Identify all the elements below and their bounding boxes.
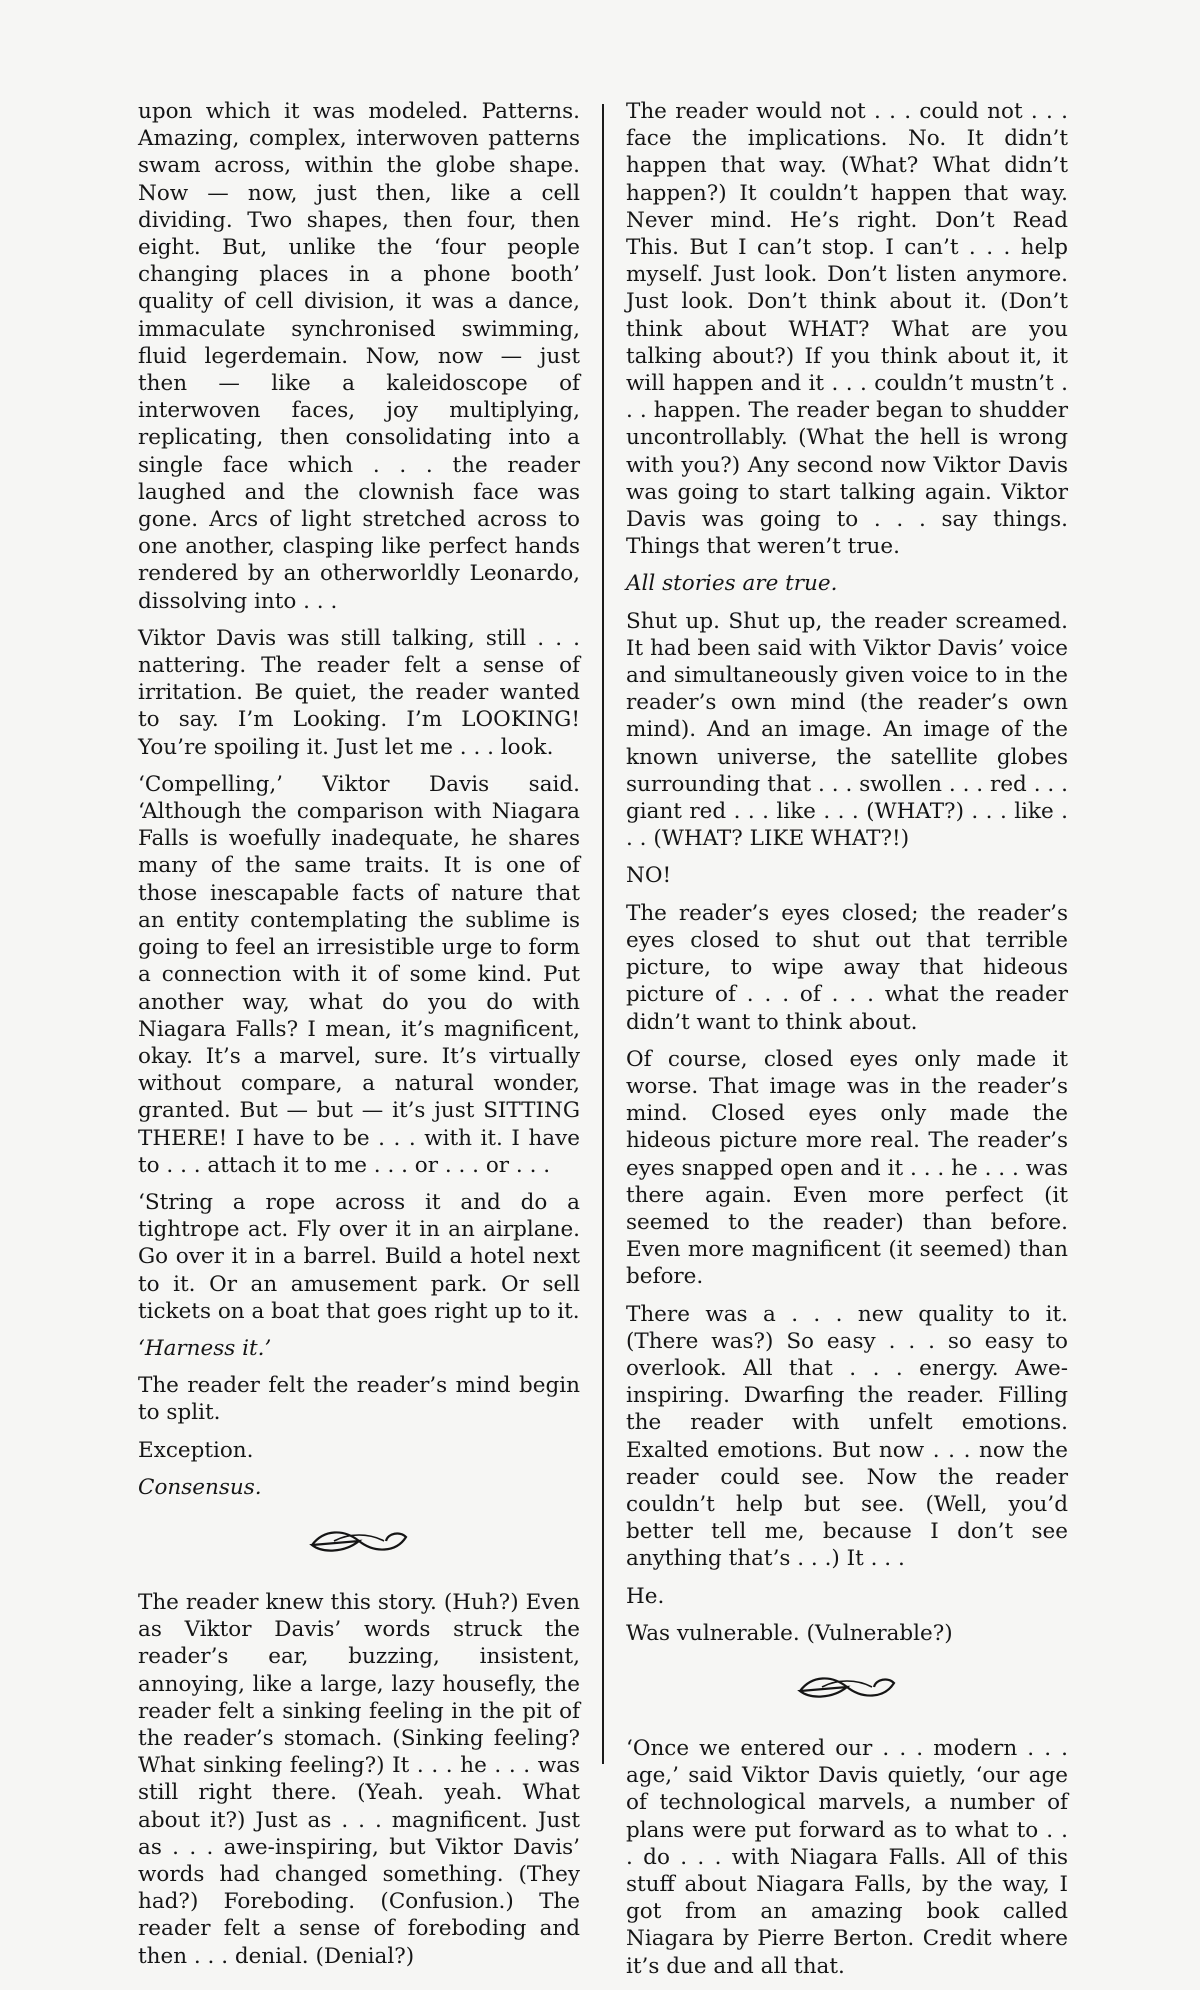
right-column bbox=[626, 98, 1068, 1990]
paragraph: The reader would not . . . could not . . . face the implications. No. It didn’t happen that way. (What? What didn’t happen?) It couldn’t happen that way. Never mind. He’s right. Don’t Read This. But I can’t stop. I can’t . . . help myself. Just look. Don’t listen anymore. Just look. Don’t think about it. (Don’t think about WHAT? What are you talking about?) If you think about it, it will happen and it . . . couldn’t mustn’t . . . happen. The reader began to shudder uncontrollably. (What the hell is wrong with you?) Any second now Viktor Davis was going to start talking again. Viktor Davis was going to . . . say things. Things that weren’t true. bbox=[626, 99, 1068, 560]
paragraph: Shut up. Shut up, the reader screamed. It had been said with Viktor Davis’ voice and simultaneously given voice to in the reader’s own mind (the reader’s own mind). And an image. An image of the known universe, the satellite globes surrounding that . . . swollen . . . red . . . giant red . . . like . . . (WHAT?) . . . like . . . (WHAT? LIKE WHAT?!) bbox=[626, 608, 1068, 852]
left-column bbox=[138, 98, 580, 1980]
paragraph: NO! bbox=[626, 863, 672, 889]
paragraph: Viktor Davis was still talking, still . . . nattering. The reader felt a sense of irritation. Be quiet, the reader wanted to say. I’m Looking. I’m LOOKING! You’re spoiling it. Just let me . . . look. bbox=[138, 625, 580, 760]
paragraph: ‘Compelling,’ Viktor Davis said. ‘Although the comparison with Niagara Falls is woefully inadequate, he shares many of the same traits. It is one of those inescapable facts of nature that an entity contemplating the sublime is going to feel an irresistible urge to form a connection with it of some kind. Put another way, what do you do with Niagara Falls? I mean, it’s magnificent, okay. It’s a marvel, sure. It’s virtually without compare, a natural wonder, granted. But — but — it’s just SITTING THERE! I have to be . . . with it. I have to . . . attach it to me . . . or . . . or . . . bbox=[138, 771, 580, 1178]
column-divider bbox=[602, 104, 604, 1764]
paragraph: The reader felt the reader’s mind begin to split. bbox=[138, 1373, 580, 1426]
paragraph: ‘Harness it.’ bbox=[138, 1335, 272, 1361]
paragraph: Of course, closed eyes only made it worse. That image was in the reader’s mind. Closed eyes only made the hideous picture more real. The reader’s eyes snapped open and it . . . he . . . was there again. Even more perfect (it seemed to the reader) than before. Even more magnificent (it seemed) than before. bbox=[626, 1046, 1068, 1290]
scroll-ornament-icon bbox=[138, 1523, 580, 1563]
paragraph: There was a . . . new quality to it. (There was?) So easy . . . so easy to overlook. All that . . . energy. Awe-inspiring. Dwarfing the reader. Filling the reader with unfelt emotions. Exalted emotions. But now . . . now the reader could see. Now the reader couldn’t help but see. (Well, you’d better tell me, because I don’t see anything that’s . . .) It . . . bbox=[626, 1301, 1068, 1572]
paragraph: The reader’s eyes closed; the reader’s eyes closed to shut out that terrible picture, to wipe away that hideous picture of . . . of . . . what the reader didn’t want to think about. bbox=[626, 900, 1068, 1035]
paragraph: All stories are true. bbox=[626, 571, 838, 597]
paragraph: Exception. bbox=[138, 1437, 254, 1463]
paragraph: upon which it was modeled. Patterns. Amazing, complex, interwoven patterns swam across, within the globe shape. Now — now, just then, like a cell dividing. Two shapes, then four, then eight. But, unlike the ‘four people changing places in a phone booth’ quality of cell division, it was a dance, immaculate synchronised swimming, fluid legerdemain. Now, now — just then — like a kaleidoscope of interwoven faces, joy multiplying, replicating, then consolidating into a single face which . . . the reader laughed and the clownish face was gone. Arcs of light stretched across to one another, clasping like perfect hands rendered by an otherworldly Leonardo, dissolving into . . . bbox=[138, 99, 580, 614]
scroll-ornament-icon bbox=[626, 1669, 1068, 1709]
paragraph: ‘Once we entered our . . . modern . . . age,’ said Viktor Davis quietly, ‘our age of technological marvels, a number of plans were put forward as to what to . . . do . . . with Niagara Falls. All of this stuff about Niagara Falls, by the way, I got from an amazing book called Niagara by Pierre Berton. Credit where it’s due and all that. bbox=[626, 1735, 1068, 1979]
paragraph: Was vulnerable. (Vulnerable?) bbox=[626, 1620, 953, 1646]
paragraph: ‘String a rope across it and do a tightrope act. Fly over it in an airplane. Go over it in a barrel. Build a hotel next to it. Or an amusement park. Or sell tickets on a boat that goes right up to it. bbox=[138, 1189, 580, 1324]
paragraph: Consensus. bbox=[138, 1474, 262, 1500]
paragraph: The reader knew this story. (Huh?) Even as Viktor Davis’ words struck the reader’s ear, buzzing, insistent, annoying, like a large, lazy housefly, the reader felt a sinking feeling in the pit of the reader’s stomach. (Sinking feeling? What sinking feeling?) It . . . he . . . was still right there. (Yeah. yeah. What about it?) Just as . . . magnificent. Just as . . . awe-inspiring, but Viktor Davis’ words had changed something. (They had?) Foreboding. (Confusion.) The reader felt a sense of foreboding and then . . . denial. (Denial?) bbox=[138, 1589, 580, 1969]
paragraph: He. bbox=[626, 1583, 665, 1609]
